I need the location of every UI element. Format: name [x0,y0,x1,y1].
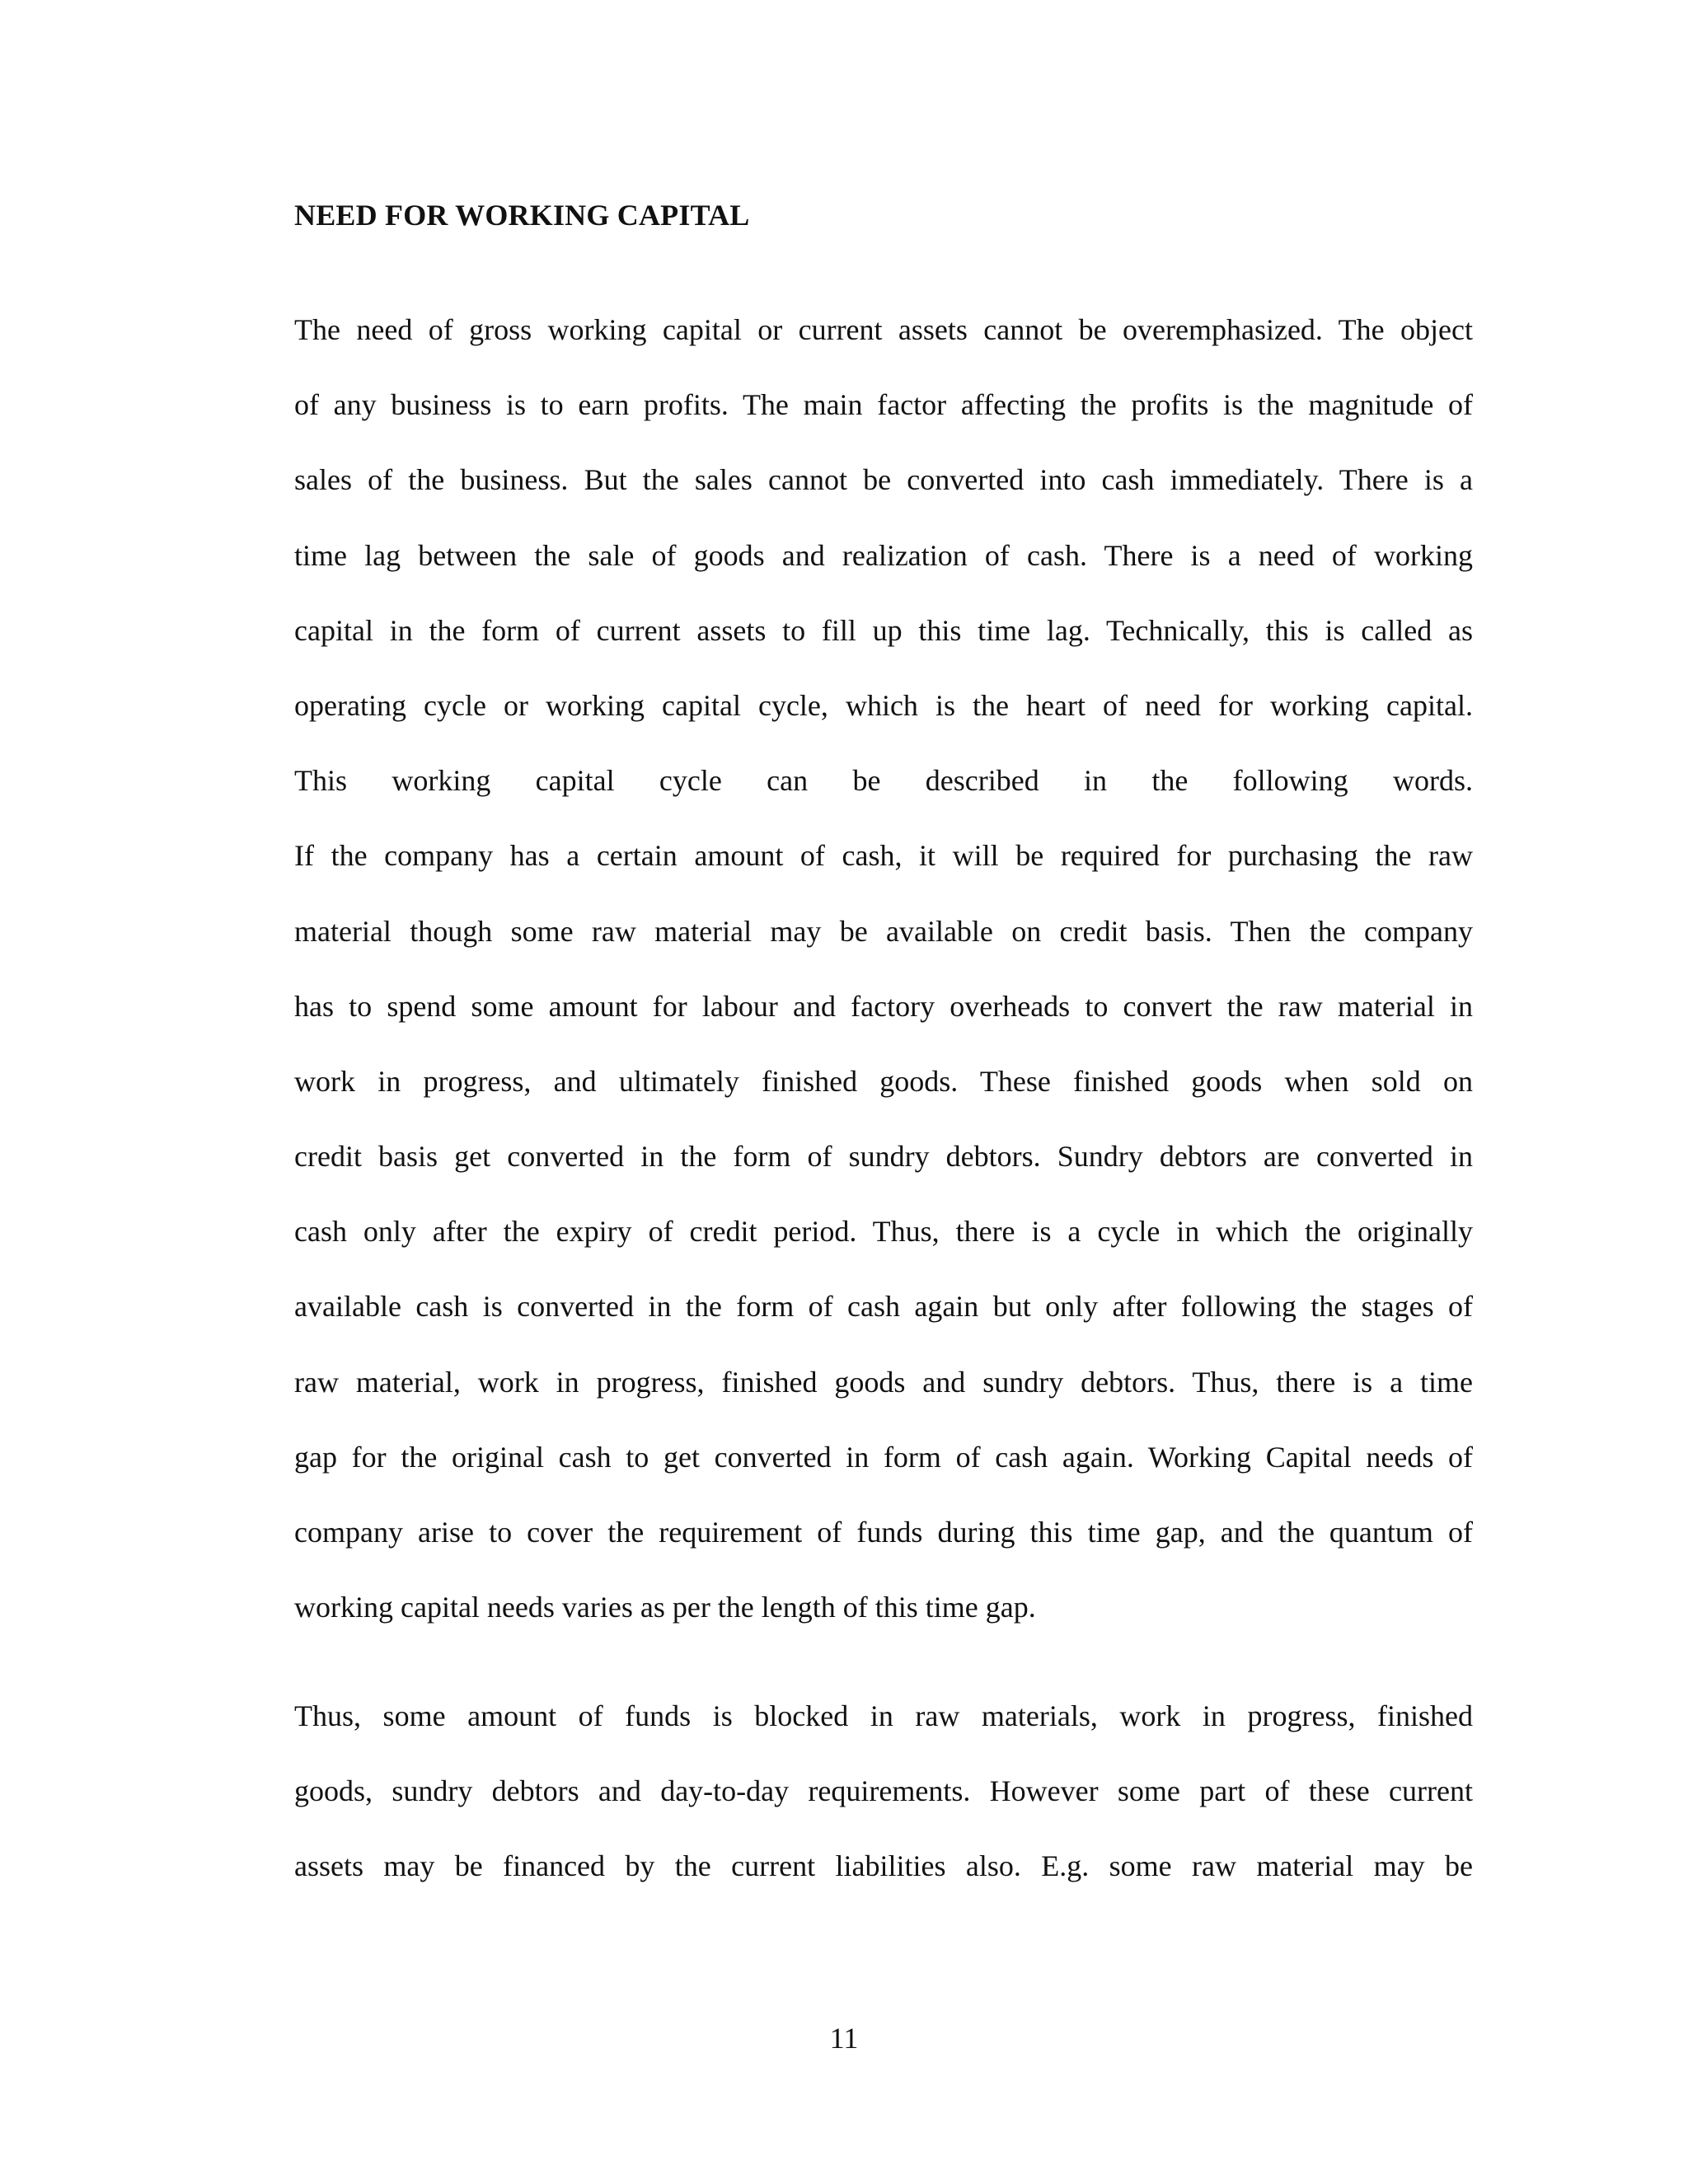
text-line: goods, sundry debtors and day-to-day requirements. However some part of these current [294,1774,1473,1808]
text-line: has to spend some amount for labour and factory overheads to convert the raw material in [294,989,1473,1023]
text-line: working capital needs varies as per the length of this time gap. [294,1591,1036,1624]
text-line: Thus, some amount of funds is blocked in raw materials, work in progress, finished [294,1699,1473,1732]
text-line: of any business is to earn profits. The main factor affecting the profits is the magnitude of [294,388,1473,422]
text-line: cash only after the expiry of credit period. Thus, there is a cycle in which the originally [294,1215,1473,1249]
text-line: sales of the business. But the sales cannot be converted into cash immediately. There is a [294,463,1473,497]
text-line: work in progress, and ultimately finished goods. These finished goods when sold on [294,1064,1473,1098]
paragraph-1 [294,307,1473,1660]
text-line: assets may be financed by the current liabilities also. E.g. some raw material may be [294,1849,1473,1883]
text-line: material though some raw material may be available on credit basis. Then the company [294,914,1473,948]
section-heading: NEED FOR WORKING CAPITAL [294,199,750,232]
text-line: If the company has a certain amount of cash, it will be required for purchasing the raw [294,839,1473,873]
text-line: This working capital cycle can be described in the following words. [294,764,1473,798]
text-line: credit basis get converted in the form of sundry debtors. Sundry debtors are converted in [294,1140,1473,1174]
text-line: operating cycle or working capital cycle, which is the heart of need for working capital. [294,688,1473,722]
text-line: raw material, work in progress, finished goods and sundry debtors. Thus, there is a time [294,1365,1473,1399]
text-line: time lag between the sale of goods and realization of cash. There is a need of working [294,538,1473,572]
text-line: available cash is converted in the form of cash again but only after following the stages of [294,1290,1473,1324]
text-line: company arise to cover the requirement of funds during this time gap, and the quantum of [294,1516,1473,1549]
paragraph-2 [294,1694,1473,1919]
text-line: capital in the form of current assets to fill up this time lag. Technically, this is called as [294,613,1473,647]
text-line: The need of gross working capital or current assets cannot be overemphasized. The object [294,313,1473,346]
page-number: 11 [829,2022,859,2055]
text-line: gap for the original cash to get converted in form of cash again. Working Capital needs of [294,1440,1473,1474]
